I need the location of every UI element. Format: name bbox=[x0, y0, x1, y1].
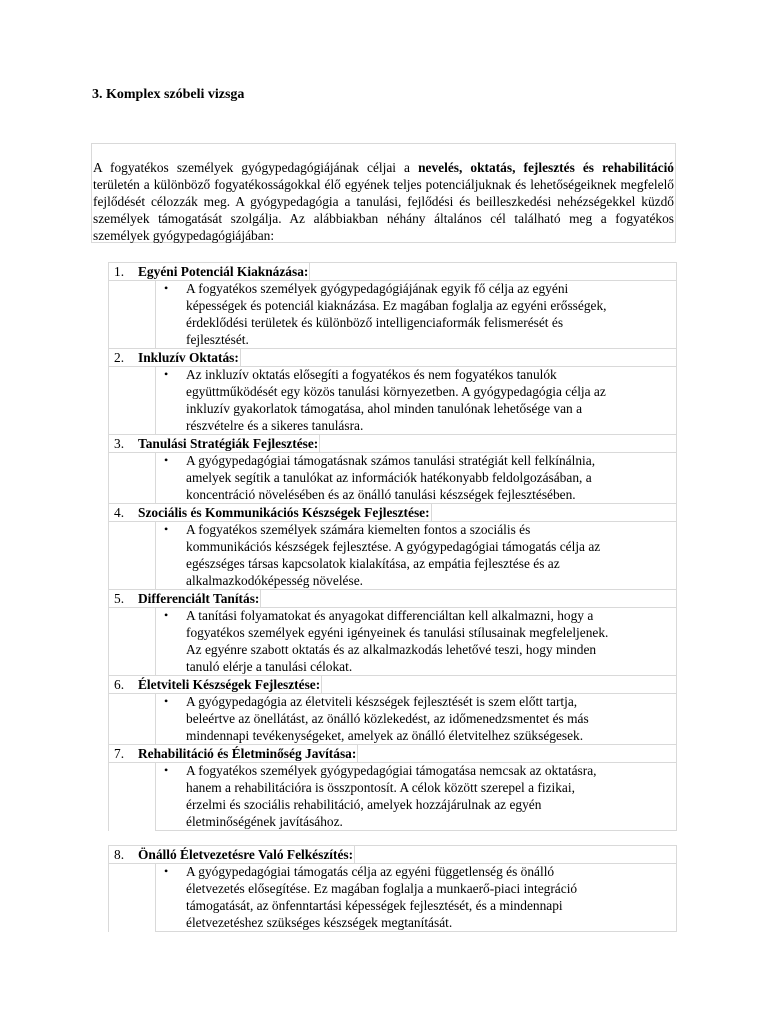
goals-list-continued bbox=[108, 845, 677, 932]
bullet-text-line: beleértve az önellátást, az önálló közlekedést, az időmenedzsmentet és más bbox=[186, 711, 589, 726]
bullet-point bbox=[156, 863, 676, 931]
list-item bbox=[108, 434, 677, 504]
item-number: 7. bbox=[114, 746, 125, 761]
bullet-point bbox=[156, 693, 676, 744]
list-item-header bbox=[109, 845, 676, 864]
list-item-header bbox=[109, 348, 676, 367]
item-number: 6. bbox=[114, 677, 125, 692]
bullet-text-line: amelyek segítik a tanulókat az információk hatékonyabb feldolgozásában, a bbox=[186, 470, 592, 485]
bullet-icon: • bbox=[164, 281, 169, 295]
list-item-header bbox=[109, 262, 676, 281]
item-title: Életviteli Készségek Fejlesztése: bbox=[138, 677, 321, 692]
bullet-icon: • bbox=[164, 864, 169, 878]
bullet-icon: • bbox=[164, 608, 169, 622]
item-title: Egyéni Potenciál Kiaknázása: bbox=[138, 264, 309, 279]
item-number: 5. bbox=[114, 591, 125, 606]
item-body bbox=[155, 280, 676, 349]
bullet-text-line: inkluzív gyakorlatok támogatása, ahol minden tanulónak lehetősége van a bbox=[186, 401, 583, 416]
list-item bbox=[108, 503, 677, 590]
bullet-text-line: A gyógypedagógia az életviteli készségek fejlesztését is szem előtt tartja, bbox=[186, 694, 578, 709]
item-number: 2. bbox=[114, 350, 125, 365]
item-title: Rehabilitáció és Életminőség Javítása: bbox=[138, 746, 357, 761]
bullet-point bbox=[156, 762, 676, 830]
item-number: 3. bbox=[114, 436, 125, 451]
bullet-text-line: életvezetés elősegítése. Ez magában foglalja a munkaerő-piaci integráció bbox=[186, 881, 578, 896]
bullet-point bbox=[156, 607, 676, 675]
bullet-icon: • bbox=[164, 694, 169, 708]
bullet-text-line: hanem a rehabilitációra is összpontosít. A célok között szerepel a fizikai, bbox=[186, 780, 575, 795]
list-item-header bbox=[109, 675, 676, 694]
item-title: Tanulási Stratégiák Fejlesztése: bbox=[138, 436, 319, 451]
list-item bbox=[108, 845, 677, 932]
bullet-text-line: érdeklődési területek és különböző intelligenciaformák felismerését és bbox=[186, 315, 564, 330]
list-item bbox=[108, 744, 677, 831]
bullet-text-line: A gyógypedagógiai támogatás célja az egyéni függetlenség és önálló bbox=[186, 864, 555, 879]
item-body bbox=[155, 452, 676, 504]
bullet-text-line: A fogyatékos személyek számára kiemelten fontos a szociális és bbox=[186, 522, 531, 537]
intro-text-start: A fogyatékos személyek gyógypedagógiájának céljai a bbox=[93, 160, 419, 175]
bullet-point bbox=[156, 452, 676, 503]
item-title: Differenciált Tanítás: bbox=[138, 591, 260, 606]
bullet-text-line: kommunikációs készségek fejlesztése. A gyógypedagógiai támogatás célja az bbox=[186, 539, 601, 554]
bullet-text-line: együttműködését egy közös tanulási környezetben. A gyógypedagógia célja az bbox=[186, 384, 606, 399]
item-body bbox=[155, 863, 676, 932]
intro-paragraph bbox=[91, 143, 676, 243]
bullet-text-line: A fogyatékos személyek gyógypedagógiai támogatása nemcsak az oktatásra, bbox=[186, 763, 597, 778]
list-item-header bbox=[109, 589, 676, 608]
bullet-text-line: egészséges társas kapcsolatok kialakítása, az empátia fejlesztése és az bbox=[186, 556, 560, 571]
bullet-text-line: érzelmi és szociális rehabilitáció, amelyek hozzájárulnak az egyén bbox=[186, 797, 542, 812]
section-heading: 3. Komplex szóbeli vizsga bbox=[92, 87, 245, 102]
item-number: 1. bbox=[114, 264, 125, 279]
bullet-text-line: életminőségének javításához. bbox=[186, 814, 343, 829]
bullet-text-line: részvételre és a sikeres tanulásra. bbox=[186, 418, 364, 433]
bullet-text-line: mindennapi tevékenységeket, amelyek az önálló életvitelhez szükségesek. bbox=[186, 728, 584, 743]
item-title: Inkluzív Oktatás: bbox=[138, 350, 239, 365]
bullet-text-line: fejlesztését. bbox=[186, 332, 249, 347]
bullet-icon: • bbox=[164, 453, 169, 467]
item-body bbox=[155, 693, 676, 745]
bullet-point bbox=[156, 521, 676, 589]
bullet-text-line: képességek és potenciál kiaknázása. Ez magában foglalja az egyéni erősségek, bbox=[186, 298, 607, 313]
bullet-point bbox=[156, 280, 676, 348]
list-item bbox=[108, 262, 677, 349]
bullet-icon: • bbox=[164, 367, 169, 381]
intro-bold-text: nevelés, oktatás, fejlesztés és rehabilitáció bbox=[418, 160, 674, 175]
list-item bbox=[108, 589, 677, 676]
list-item-header bbox=[109, 744, 676, 763]
bullet-icon: • bbox=[164, 522, 169, 536]
item-body bbox=[155, 521, 676, 590]
item-title: Szociális és Kommunikációs Készségek Fejlesztése: bbox=[138, 505, 430, 520]
intro-text-end: területén a különböző fogyatékosságokkal élő egyének teljes potenciáljuknak és lehetőségeiknek megfelelő fejlődését célozzák meg. A gyógypedagógia a tanulási, fejlődési és beilleszkedési nehézségekkel küzdő személyek támogatását szolgálja. Az alábbiakban néhány általános cél található meg a fogyatékos személyek gyógypedagógiájában: bbox=[93, 177, 674, 243]
bullet-text-line: A fogyatékos személyek gyógypedagógiájának egyik fő célja az egyéni bbox=[186, 281, 569, 296]
bullet-text-line: támogatását, az önfenntartási képességek fejlesztését, és a mindennapi bbox=[186, 898, 563, 913]
bullet-text-line: A gyógypedagógiai támogatásnak számos tanulási stratégiát kell felkínálnia, bbox=[186, 453, 596, 468]
list-item-header bbox=[109, 503, 676, 522]
bullet-text-line: alkalmazkodóképesség növelése. bbox=[186, 573, 363, 588]
item-body bbox=[155, 366, 676, 435]
bullet-icon: • bbox=[164, 763, 169, 777]
bullet-text-line: Az egyénre szabott oktatás és az alkalmazkodás lehetővé teszi, hogy minden bbox=[186, 642, 597, 657]
bullet-text-line: fogyatékos személyek egyéni igényeinek és tanulási stílusainak megfeleljenek. bbox=[186, 625, 609, 640]
list-item-header bbox=[109, 434, 676, 453]
bullet-text-line: Az inkluzív oktatás elősegíti a fogyatékos és nem fogyatékos tanulók bbox=[186, 367, 557, 382]
item-body bbox=[155, 607, 676, 676]
item-number: 8. bbox=[114, 847, 125, 862]
item-number: 4. bbox=[114, 505, 125, 520]
bullet-text-line: koncentráció növelésében és az önálló tanulási készségek fejlesztésében. bbox=[186, 487, 576, 502]
list-item bbox=[108, 675, 677, 745]
bullet-text-line: A tanítási folyamatokat és anyagokat differenciáltan kell alkalmazni, hogy a bbox=[186, 608, 594, 623]
list-item bbox=[108, 348, 677, 435]
item-title: Önálló Életvezetésre Való Felkészítés: bbox=[138, 847, 354, 862]
bullet-text-line: tanuló elérje a tanulási célokat. bbox=[186, 659, 353, 674]
bullet-point bbox=[156, 366, 676, 434]
item-body bbox=[155, 762, 676, 831]
goals-list bbox=[108, 262, 677, 831]
bullet-text-line: életvezetéshez szükséges készségek megtanítását. bbox=[186, 915, 453, 930]
